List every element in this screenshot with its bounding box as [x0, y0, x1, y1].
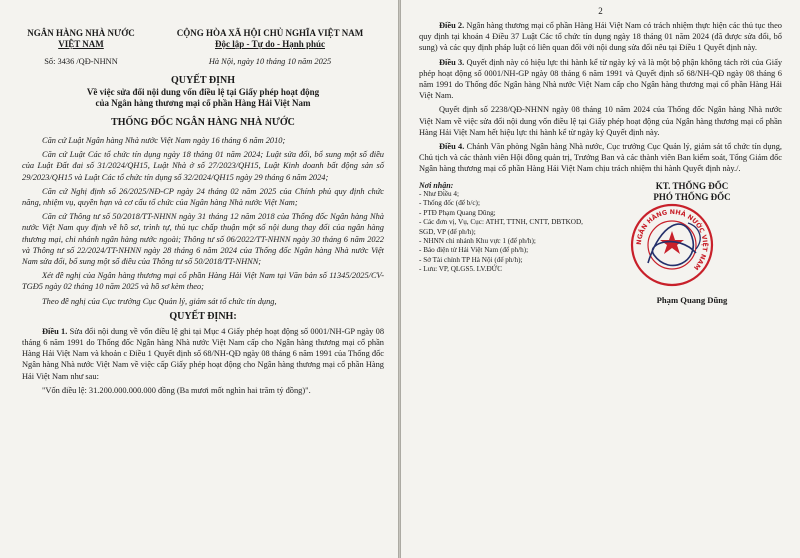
sign-authority: KT. THỐNG ĐỐC — [655, 180, 729, 191]
recipient-item: - Các đơn vị, Vụ, Cục: ATHT, TTNH, CNTT, DBTKOD, SGD, VP (để ph/h); — [419, 218, 583, 236]
article-4 — [419, 141, 782, 175]
document-page-2 — [401, 0, 800, 558]
article-3-paragraph-2: Quyết định số 2238/QĐ-NHNN ngày 08 tháng 10 năm 2024 của Thống đốc Ngân hàng Nhà nước Việt Nam về việc sửa đổi nội dung vốn điều lệ tại Giấy phép hoạt động của Ngân hàng thương mại cổ phần Hàng Hải Việt Nam hết hiệu lực thi hành kể từ ngày ký Quyết định này. — [419, 105, 782, 137]
national-title: CỘNG HÒA XÃ HỘI CHỦ NGHĨA VIỆT NAM — [176, 28, 364, 38]
article-2 — [419, 20, 782, 54]
recipient-item: - PTĐ Phạm Quang Dũng; — [419, 208, 496, 217]
document-date: Hà Nội, ngày 10 tháng 10 năm 2025 — [208, 57, 332, 66]
sign-title: PHÓ THỐNG ĐỐC — [653, 191, 731, 202]
article-1-text: Sửa đổi nội dung về vốn điều lệ ghi tại Mục 4 Giấy phép hoạt động số 0001/NH-GP ngày 08 tháng 6 năm 1991 do Thống đốc Ngân hàng Nhà nước Việt Nam cấp cho Ngân hàng thương mại cổ phần Hàng Hải Việt Nam và khoản c Điều 1 Quyết định số 68/NH-QĐ ngày 08 tháng 6 năm 1991 của Thống đốc Ngân hàng Nhà nước Việt Nam về việc cấp Giấy phép hoạt động cho Ngân hàng thương mại cổ phần Hàng Hải Việt Nam như sau: — [22, 326, 385, 381]
article-2-label: Điều 2. — [439, 21, 465, 30]
national-motto: Độc lập - Tự do - Hạnh phúc — [214, 39, 325, 49]
article-1 — [22, 326, 384, 382]
recipient-item: - Như Điều 4; — [419, 190, 460, 199]
article-3-label: Điều 3. — [439, 57, 465, 67]
issuer-country: VIỆT NAM — [58, 39, 104, 49]
document-page-1 — [0, 0, 398, 558]
national-title-block — [156, 28, 384, 67]
signer-name: Phạm Quang Dũng — [656, 294, 728, 305]
recipient-item: - Sở Tài chính TP Hà Nội (để ph/h); — [419, 255, 523, 264]
issuer-name: NGÂN HÀNG NHÀ NƯỚC — [27, 28, 135, 38]
basis-item: Căn cứ Luật Các tổ chức tín dụng ngày 18 tháng 01 năm 2024; Luật sửa đổi, bổ sung một số điều của Luật Đất đai số 31/2024/QH15, Luật Nhà ở số 27/2023/QH15, Luật Kinh doanh bất động sản số 29/2023/QH15 và Luật Các tổ chức tín dụng số 32/2024/QH15 ngày 29 tháng 6 năm 2024; — [22, 150, 384, 182]
basis-item: Theo đề nghị của Cục trưởng Cục Quản lý, giám sát tổ chức tín dụng, — [42, 296, 277, 306]
doc-subtitle-2: của Ngân hàng thương mại cổ phần Hàng Hải Việt Nam — [95, 98, 311, 108]
basis-item: Xét đề nghị của Ngân hàng thương mại cổ phần Hàng Hải Việt Nam tại Văn bản số 11345/2025/CV-TGĐ5 ngày 02 tháng 10 năm 2025 và hồ sơ kèm theo; — [22, 271, 384, 292]
document-header — [22, 28, 384, 67]
basis-item: Căn cứ Thông tư số 50/2018/TT-NHNN ngày 31 tháng 12 năm 2018 của Thống đốc Ngân hàng Nhà nước Việt Nam quy định về hồ sơ, trình tự, thủ tục chấp thuận một số nội dung thay đổi của ngân hàng thương mại, chi nhánh ngân hàng nước ngoài; Thông tư số 06/2022/TT-NHNN ngày 30 tháng 6 năm 2022 và Thông tư số 22/2024/TT-NHNN ngày 28 tháng 6 năm 2024 của Thống đốc Ngân hàng Nhà nước Việt Nam sửa đổi, bổ sung một số điều của Thông tư số 50/2018/TT-NHNN; — [22, 212, 384, 267]
recipient-item: - Thống đốc (để b/c); — [419, 199, 480, 208]
recipient-item: - Lưu: VP, QLGS5. LV.ĐỨC — [419, 265, 503, 274]
decision-heading: QUYẾT ĐỊNH: — [169, 310, 237, 322]
recipients-title: Nơi nhận: — [419, 180, 454, 190]
article-4-label: Điều 4. — [439, 142, 465, 152]
article-1-label: Điều 1. — [42, 326, 68, 336]
article-3-text: Quyết định này có hiệu lực thi hành kể từ ngày ký và là một bộ phận không tách rời của Giấy phép hoạt động số 0001/NH-GP ngày 08 tháng 6 năm 1991 và Quyết định số 68/NH-QĐ ngày 08 tháng 6 năm 1991 do Thống đốc Ngân hàng Nhà nước Việt Nam cấp cho Ngân hàng thương mại cổ phần Hàng Hải Việt Nam. — [419, 57, 783, 101]
recipient-item: - NHNN chi nhánh Khu vực 1 (để ph/h); — [419, 237, 536, 246]
article-4-text: Chánh Văn phòng Ngân hàng Nhà nước, Cục trưởng Cục Quản lý, giám sát tổ chức tín dụng, Chủ tịch và các thành viên Hội đồng quản trị, Trưởng Ban và các thành viên Ban kiểm soát, Tổng Giám đốc Ngân hàng thương mại cổ phần Hàng Hải Việt Nam chịu trách nhiệm thi hành Quyết định này./. — [419, 142, 783, 174]
article-3 — [419, 57, 782, 102]
official-seal-icon — [630, 203, 714, 287]
seal-text: NGÂN HÀNG NHÀ NƯỚC VIỆT NAM — [634, 207, 710, 272]
issuer-block — [22, 28, 140, 67]
signature-block — [602, 181, 782, 305]
page-number: 2 — [598, 6, 603, 16]
doc-subtitle-1: Về việc sửa đổi nội dung vốn điều lệ tại Giấy phép hoạt động — [86, 87, 320, 97]
doc-title: QUYẾT ĐỊNH — [171, 75, 235, 86]
charter-capital-line: "Vốn điều lệ: 31.200.000.000.000 đồng (Ba mươi mốt nghìn hai trăm tỷ đồng)". — [42, 385, 311, 395]
recipients-block — [419, 181, 587, 305]
recipient-item: - Báo điện tử Hải Việt Nam (để ph/h); — [419, 246, 529, 255]
basis-item: Căn cứ Luật Ngân hàng Nhà nước Việt Nam ngày 16 tháng 6 năm 2010; — [42, 136, 286, 145]
document-number: Số: 3436 /QĐ-NHNN — [44, 57, 118, 66]
article-2-text: Ngân hàng thương mại cổ phần Hàng Hải Việt Nam có trách nhiệm thực hiện các thủ tục theo quy định tại khoản 4 Điều 37 Luật Các tổ chức tín dụng ngày 18 tháng 01 năm 2024 (đã được sửa đổi, bổ sung) và các quy định pháp luật có liên quan đối với nội dung sửa đổi nêu tại Điều 1 Quyết định này. — [419, 21, 782, 53]
issuing-authority: THỐNG ĐỐC NGÂN HÀNG NHÀ NƯỚC — [111, 117, 295, 128]
basis-item: Căn cứ Nghị định số 26/2025/NĐ-CP ngày 24 tháng 02 năm 2025 của Chính phủ quy định chức năng, nhiệm vụ, quyền hạn và cơ cấu tổ chức của Ngân hàng Nhà nước Việt Nam; — [22, 186, 384, 208]
